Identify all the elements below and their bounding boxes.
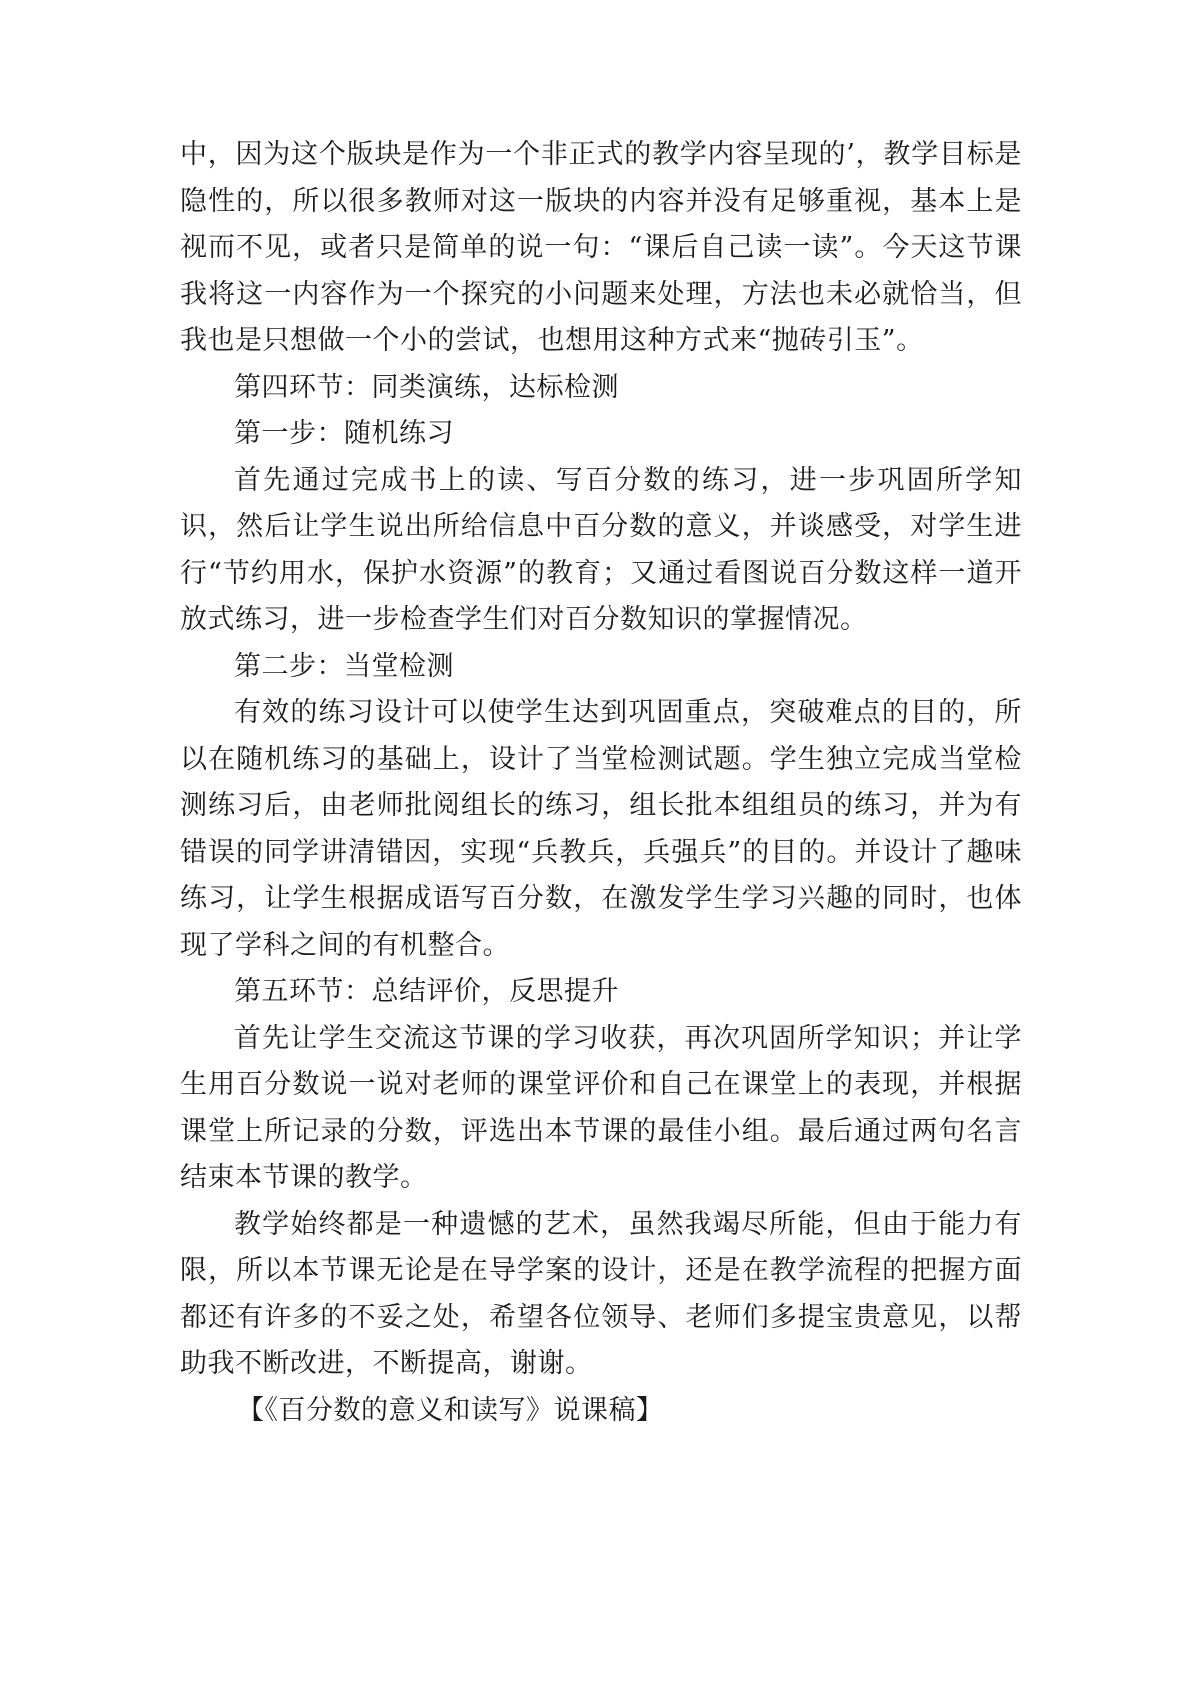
paragraph-continuation: 中，因为这个版块是作为一个非正式的教学内容呈现的’，教学目标是隐性的，所以很多教师对这一版块的内容并没有足够重视，基本上是视而不见，或者只是简单的说一句：“课后自己读一读”。今天这节课我将这一内容作为一个探究的小问题来处理，方法也未必就恰当，但我也是只想做一个小的尝试，也想用这种方式来“抛砖引玉”。	[180, 139, 1022, 356]
paragraph-summary: 首先让学生交流这节课的学习收获，再次巩固所学知识；并让学生用百分数说一说对老师的课堂评价和自己在课堂上的表现，并根据课堂上所记录的分数，评选出本节课的最佳小组。最后通过两句名言结束本节课的教学。	[180, 1022, 1022, 1193]
section-heading-5: 第五环节：总结评价，反思提升	[234, 976, 619, 1007]
closing-title: 【《百分数的意义和读写》说课稿】	[237, 1394, 664, 1426]
paragraph-class-test: 有效的练习设计可以使学生达到巩固重点，突破难点的目的，所以在随机练习的基础上，设计了当堂检测试题。学生独立完成当堂检测练习后，由老师批阅组长的练习，组长批本组组员的练习，并为有错误的同学讲清错因，实现“兵教兵，兵强兵”的目的。并设计了趣味练习，让学生根据成语写百分数，在激发学生学习兴趣的同时，也体现了学科之间的有机整合。	[180, 697, 1022, 961]
paragraph-conclusion: 教学始终都是一种遗憾的艺术，虽然我竭尽所能，但由于能力有限，所以本节课无论是在导学案的设计，还是在教学流程的把握方面都还有许多的不妥之处，希望各位领导、老师们多提宝贵意见，以帮助我不断改进，不断提高，谢谢。	[180, 1208, 1022, 1379]
paragraph-random-practice: 首先通过完成书上的读、写百分数的练习，进一步巩固所学知识，然后让学生说出所给信息中百分数的意义，并谈感受，对学生进行“节约用水，保护水资源”的教育；又通过看图说百分数这样一道开放式练习，进一步检查学生们对百分数知识的掌握情况。	[180, 464, 1022, 635]
document-page	[180, 132, 1022, 1434]
step-heading-1: 第一步：随机练习	[234, 418, 454, 449]
step-heading-2: 第二步：当堂检测	[234, 650, 454, 682]
section-heading-4: 第四环节：同类演练，达标检测	[234, 371, 619, 403]
